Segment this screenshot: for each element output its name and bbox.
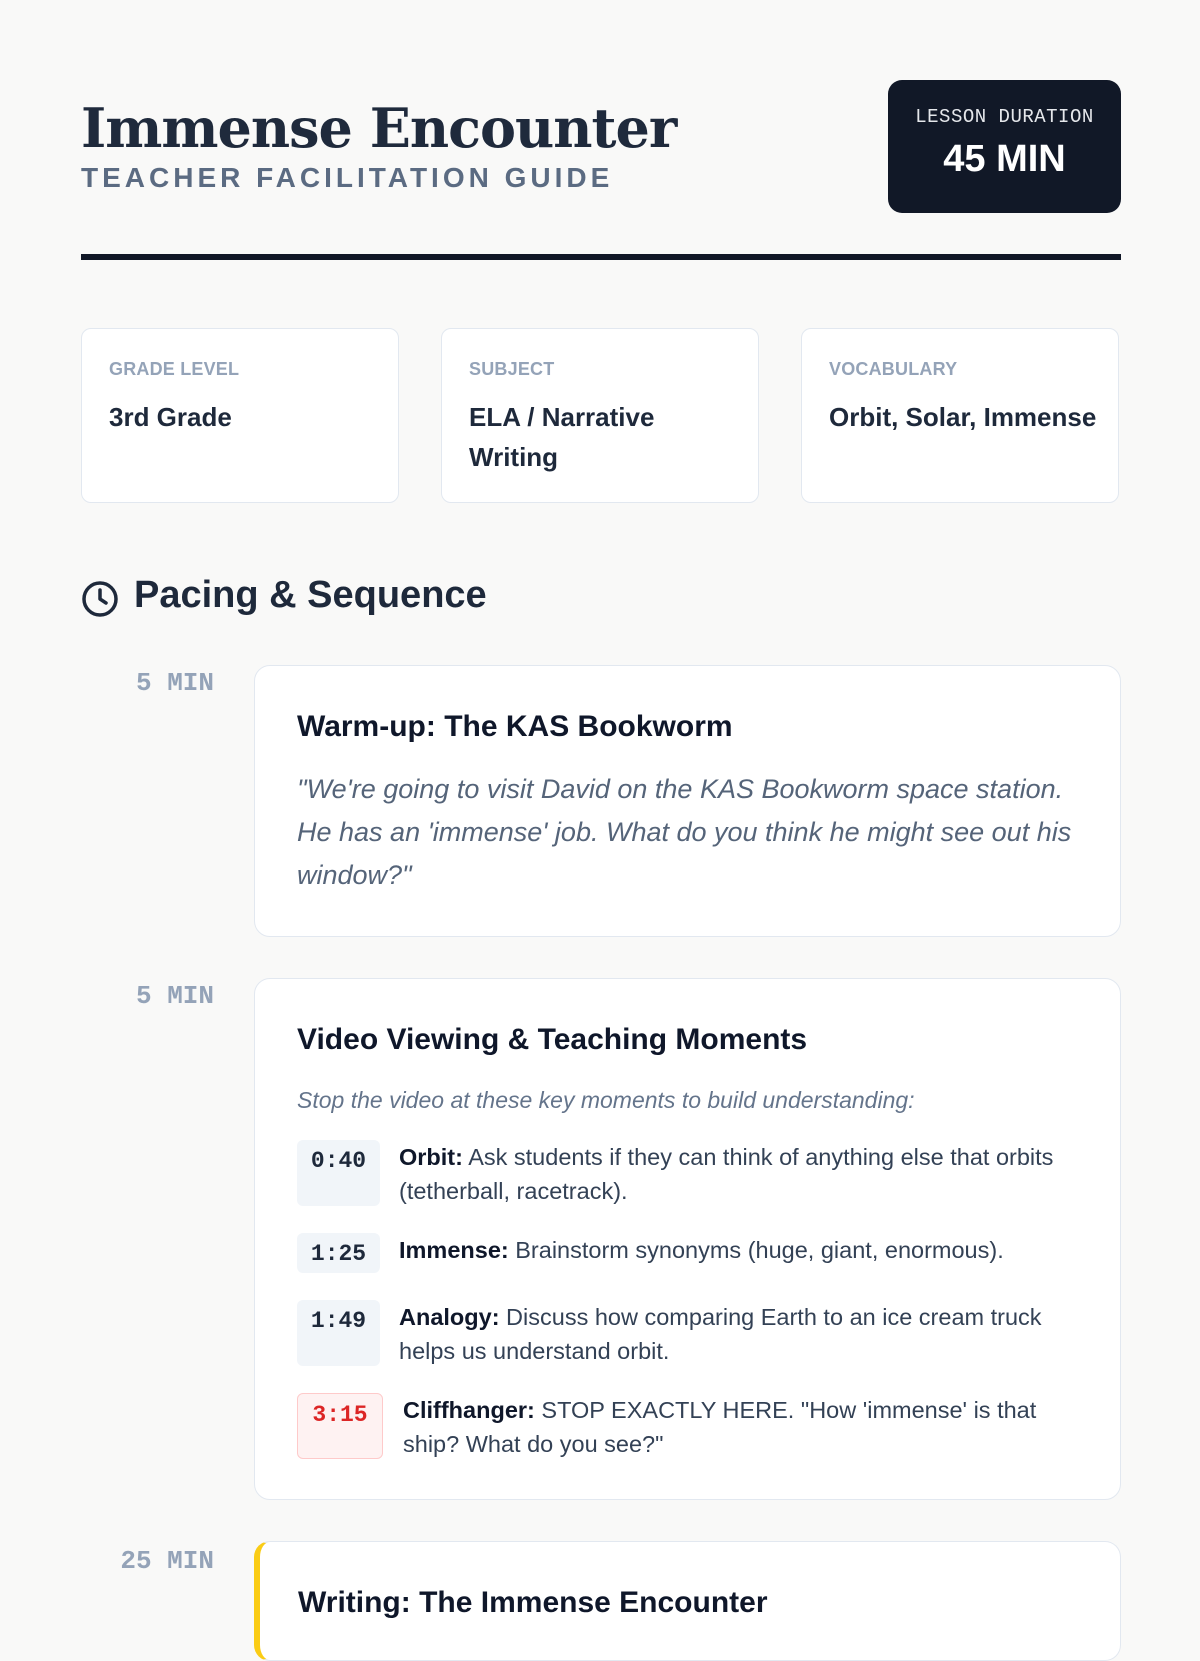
page-header	[81, 80, 1121, 260]
timestamp-badge: 1:25	[297, 1233, 380, 1273]
moment-description: Brainstorm synonyms (huge, giant, enormous).	[508, 1237, 1004, 1263]
timestamp-badge: 1:49	[297, 1300, 380, 1366]
moment-text	[399, 1300, 1084, 1368]
moment-description: STOP EXACTLY HERE. "How 'immense' is that ship? What do you see?"	[403, 1397, 1037, 1457]
step-title: Writing: The Immense Encounter	[298, 1586, 768, 1619]
step-title: Warm-up: The KAS Bookworm	[297, 710, 733, 743]
moment-text	[403, 1393, 1084, 1461]
moment-text	[399, 1140, 1084, 1208]
info-value: Orbit, Solar, Immense	[829, 402, 1097, 432]
step-time-label: 5 MIN	[135, 981, 214, 1011]
moment-term: Orbit:	[399, 1144, 463, 1170]
step-title: Video Viewing & Teaching Moments	[297, 1023, 808, 1056]
info-card-subject	[441, 328, 759, 503]
info-card-grade	[81, 328, 399, 503]
moment-term: Immense:	[399, 1237, 509, 1263]
info-value: ELA / Narrative Writing	[469, 402, 655, 472]
moment-text	[399, 1233, 1084, 1267]
step-time-label: 25 MIN	[120, 1546, 214, 1576]
moment-description: Ask students if they can think of anything else that orbits (tetherball, racetrack).	[399, 1144, 1054, 1204]
clock-icon	[81, 580, 119, 618]
timestamp-badge-alert: 3:15	[297, 1393, 383, 1459]
step-time-label: 5 MIN	[135, 668, 214, 698]
duration-value: 45 MIN	[943, 138, 1066, 180]
page-title: Immense Encounter	[81, 96, 677, 160]
step-quote: "We're going to visit David on the KAS Bookworm space station. He has an 'immense' job. What do you think he might see out his window?"	[297, 774, 1072, 890]
page-subtitle: TEACHER FACILITATION GUIDE	[81, 162, 614, 193]
moment-description: Discuss how comparing Earth to an ice cream truck helps us understand orbit.	[399, 1304, 1042, 1364]
duration-label: LESSON DURATION	[915, 106, 1094, 128]
moment-term: Cliffhanger:	[403, 1397, 535, 1423]
info-card-vocabulary	[801, 328, 1119, 503]
info-label: VOCABULARY	[829, 359, 958, 379]
step-card-video	[254, 978, 1121, 1500]
info-label: GRADE LEVEL	[109, 359, 240, 379]
step-card-writing	[254, 1541, 1121, 1661]
step-card-warmup	[254, 665, 1121, 937]
section-title: Pacing & Sequence	[134, 574, 487, 616]
info-value: 3rd Grade	[109, 402, 232, 432]
header-divider	[81, 254, 1121, 260]
lesson-duration-badge	[888, 80, 1121, 213]
info-label: SUBJECT	[469, 359, 555, 379]
moment-term: Analogy:	[399, 1304, 500, 1330]
timestamp-badge: 0:40	[297, 1140, 380, 1206]
step-note: Stop the video at these key moments to build understanding:	[297, 1087, 915, 1113]
